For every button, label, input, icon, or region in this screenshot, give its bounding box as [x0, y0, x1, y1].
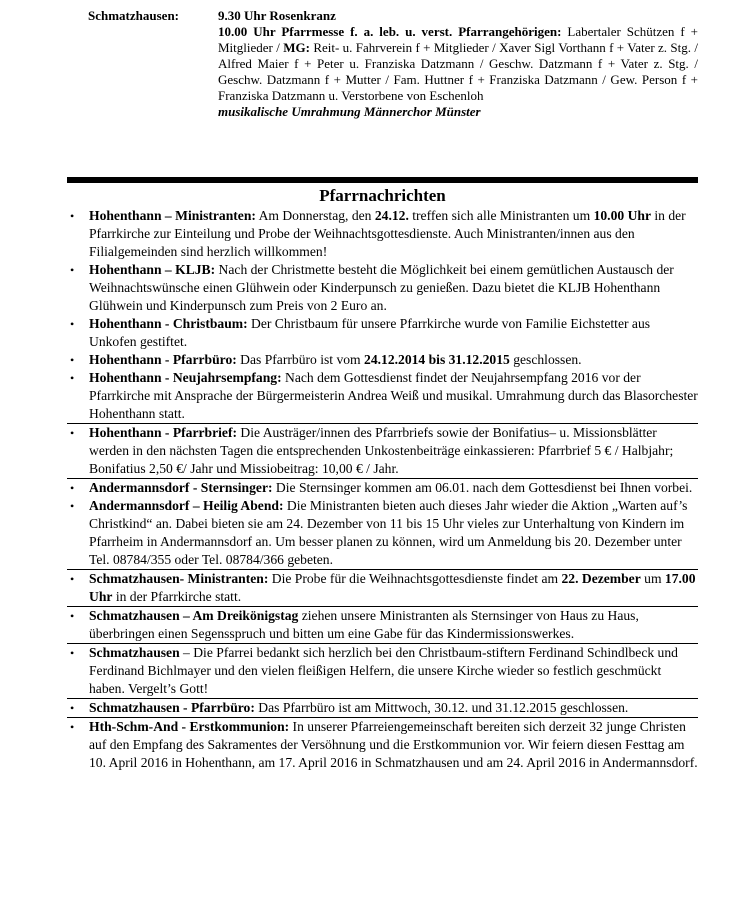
mass-schedule-body: [218, 8, 698, 120]
news-item-text: geschlossen.: [509, 352, 582, 367]
news-item: [67, 423, 698, 478]
news-item-heading: Schmatzhausen: [89, 645, 180, 660]
news-item: [67, 261, 698, 315]
news-item: [67, 569, 698, 606]
news-item-text: treffen sich alle Ministranten um: [408, 208, 594, 223]
news-item-heading: Hth-Schm-And - Erstkommunion:: [89, 719, 290, 734]
news-item-text: ziehen unsere Ministranten als Sternsinger von Haus zu Haus, überbringen einen Segensspruch und bitten um eine Gabe für das Kindermissionswerkes.: [89, 608, 639, 641]
news-item-date: 22. Dezember: [561, 571, 641, 586]
bullet: •: [70, 572, 75, 586]
news-item: [67, 717, 698, 772]
news-item-text: um: [640, 571, 665, 586]
rosary-line: 9.30 Uhr Rosenkranz: [218, 8, 336, 23]
news-item-text: Das Pfarrbüro ist vom: [236, 352, 365, 367]
news-item-heading: Hohenthann – Ministranten:: [89, 208, 256, 223]
bullet: •: [70, 426, 75, 440]
news-item-heading: Andermannsdorf – Heilig Abend:: [89, 498, 284, 513]
news-item-heading: Schmatzhausen – Am Dreikönigstag: [89, 608, 299, 623]
news-title: Pfarrnachrichten: [319, 186, 446, 205]
news-item-text: Die Austräger/innen des Pfarrbriefs sowie der Bonifatius– u. Missionsblätter werden in den nächsten Tagen die entsprechenden Unkostenbeiträge einkassieren: Pfarrbrief 5 € / Halbjahr; Bonifatius 2,50 €/ Jahr und Missiobeitrag: 10,00 € / Jahr.: [89, 425, 674, 476]
news-item: [67, 315, 698, 351]
news-item-heading: Andermannsdorf - Sternsinger:: [89, 480, 273, 495]
news-item-time: 10.00 Uhr: [593, 208, 651, 223]
news-item-text: Am Donnerstag, den: [255, 208, 375, 223]
mass-intentions: [218, 24, 698, 104]
news-item-text: Nach der Christmette besteht die Möglichkeit bei einem gemütlichen Austausch der Weihnachtswünsche einen Glühwein oder Kinderpunsch zu genießen. Dazu bietet die KLJB Hohenthann Glühwein und Kinderpunsch zum Preis von 2 Euro an.: [89, 262, 674, 313]
bullet: •: [70, 701, 75, 715]
news-item: [67, 369, 698, 423]
news-item: [67, 606, 698, 643]
news-item-heading: Schmatzhausen- Ministranten:: [89, 571, 269, 586]
bullet: •: [70, 209, 75, 223]
section-divider: [67, 177, 698, 183]
news-item-text: Die Probe für die Weihnachtsgottesdienste findet am: [268, 571, 562, 586]
news-item-heading: Hohenthann - Christbaum:: [89, 316, 248, 331]
news-item-text: – Die Pfarrei bedankt sich herzlich bei den Christbaum-stiftern Ferdinand Schindlbeck und Ferdinand Bichlmayer und den vielen fleißigen Helfern, die unsere Kirche wieder so festlich geschmückt haben. Vergelt’s Gott!: [89, 645, 678, 696]
news-item: [67, 207, 698, 261]
bullet: •: [70, 353, 75, 367]
mass-text-b: Reit- u. Fahrverein f + Mitglieder / Xaver Sigl Vorthann f + Vater z. Stg. / Alfred Maier f + Peter u. Franziska Datzmann / Geschw. Datzmann f + Vater z. Stg. / Geschw. Datzmann f + Mutter / Fam. Huttner f + Franziska Datzmann / Gew. Person f + Franziska Datzmann u. Verstorbene von Eschenloh: [218, 40, 698, 103]
bullet: •: [70, 609, 75, 623]
bullet: •: [70, 263, 75, 277]
news-item-heading: Hohenthann - Neujahrsempfang:: [89, 370, 282, 385]
news-item: [67, 351, 698, 369]
news-item-time: 17.00 Uhr: [89, 571, 696, 604]
news-item-date: 24.12.: [374, 208, 409, 223]
news-item-text: Die Sternsinger kommen am 06.01. nach dem Gottesdienst bei Ihnen vorbei.: [272, 480, 693, 495]
place-label: Schmatzhausen:: [88, 8, 180, 23]
news-item-text: Das Pfarrbüro ist am Mittwoch, 30.12. und 31.12.2015 geschlossen.: [254, 700, 629, 715]
news-item-text: in der Pfarrkirche zur Einteilung und Probe der Weihnachtsgottesdienste. Auch Ministranten/innen aus den Filialgemeinden sind herzlich willkommen!: [89, 208, 686, 259]
news-item-text: Nach dem Gottesdienst findet der Neujahrsempfang 2016 vor der Pfarrkirche mit Ansprache der Bürgermeisterin Andrea Weiß und musikal. Umrahmung durch das Blasorchester Hohenthann statt.: [89, 370, 698, 421]
news-item-text: Der Christbaum für unsere Pfarrkirche wurde von Familie Eichstetter aus Unkofen gestiftet.: [89, 316, 651, 349]
news-item: [67, 698, 698, 717]
news-item-text: Die Ministranten bieten auch dieses Jahr wieder die Aktion „Warten auf’s Christkind“ an. Dabei bieten sie am 24. Dezember von 11 bis 15 Uhr vieles zur Unterhaltung von Kindern im Pfarrheim in Andermannsdorf an. Um besser planen zu können, wird um Anmeldung bis 20. Dezember unter Tel. 08784/355 oder Tel. 08784/366 gebeten.: [89, 498, 688, 567]
news-item: [67, 643, 698, 698]
bullet: •: [70, 371, 75, 385]
news-item-date: 24.12.2014 bis 31.12.2015: [364, 352, 510, 367]
news-item-heading: Hohenthann - Pfarrbrief:: [89, 425, 238, 440]
bullet: •: [70, 499, 75, 513]
bullet: •: [70, 317, 75, 331]
music-note: musikalische Umrahmung Männerchor Münster: [218, 104, 481, 119]
news-item-heading: Hohenthann – KLJB:: [89, 262, 216, 277]
mass-heading: 10.00 Uhr Pfarrmesse f. a. leb. u. verst. Pfarrangehörigen:: [218, 24, 562, 39]
bullet: •: [70, 646, 75, 660]
news-list: [67, 207, 698, 772]
bullet: •: [70, 720, 75, 734]
mg-label: MG:: [283, 40, 310, 55]
news-item: [67, 478, 698, 497]
news-item-text: In unserer Pfarreiengemeinschaft bereiten sich derzeit 32 junge Christen auf den Empfang des Sakramentes der Versöhnung und die Erstkommunion vor. Wir feiern diesen Festtag am 10. April 2016 in Hohenthann, am 17. April 2016 in Schmatzhausen und am 24. April 2016 in Andermannsdorf.: [89, 719, 698, 770]
news-item-heading: Schmatzhausen - Pfarrbüro:: [89, 700, 255, 715]
news-item-heading: Hohenthann - Pfarrbüro:: [89, 352, 237, 367]
bullet: •: [70, 481, 75, 495]
news-item: [67, 497, 698, 569]
news-item-text: in der Pfarrkirche statt.: [112, 589, 242, 604]
mass-text-a: Labertaler Schützen f + Mitglieder /: [218, 24, 698, 55]
